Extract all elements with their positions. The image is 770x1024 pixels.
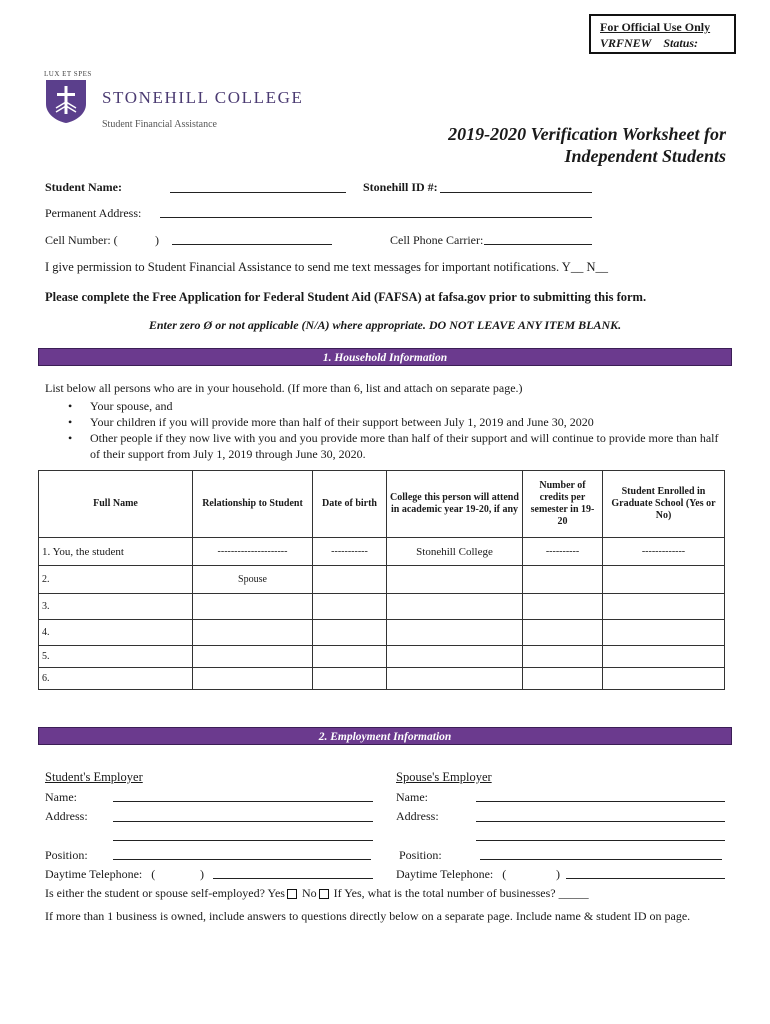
spouse-position-field[interactable]: [480, 859, 722, 860]
cell-carrier-label: Cell Phone Carrier:: [390, 233, 484, 247]
text-permission-statement: I give permission to Student Financial Assistance to send me text messages for important notifications. Y__ N__: [45, 260, 608, 274]
col-date-of-birth: Date of birth: [313, 471, 387, 538]
col-credits: Number of credits per semester in 19-20: [523, 471, 603, 538]
spouse-phone-paren-open: (: [502, 867, 507, 881]
col-full-name: Full Name: [39, 471, 193, 538]
cell-paren-open: (: [113, 233, 118, 247]
permanent-address-label: Permanent Address:: [45, 206, 142, 220]
table-cell[interactable]: [313, 668, 387, 690]
table-cell: Stonehill College: [387, 538, 523, 566]
stonehill-id-label: Stonehill ID #:: [363, 180, 438, 194]
fafsa-instruction: Please complete the Free Application for Federal Student Aid (FAFSA) at fafsa.gov prior to submitting this form.: [45, 290, 647, 304]
household-table: [38, 470, 725, 690]
self-employed-text: Is either the student or spouse self-employed?: [45, 886, 265, 900]
table-cell[interactable]: [313, 594, 387, 620]
college-name: STONEHILL COLLEGE: [102, 88, 304, 107]
official-code: VRFNEW: [600, 36, 652, 50]
table-cell[interactable]: [387, 646, 523, 668]
multi-business-note: If more than 1 business is owned, include answers to questions directly below on a separate page. Include name & student ID on page.: [45, 909, 691, 923]
table-cell: -------------: [603, 538, 725, 566]
spouse-employer-address-label: Address:: [396, 809, 439, 823]
table-cell[interactable]: [603, 566, 725, 594]
spouse-phone-label: [396, 867, 506, 882]
list-item: • Your spouse, and: [64, 398, 724, 414]
student-name-field[interactable]: [170, 192, 346, 193]
table-cell[interactable]: [603, 620, 725, 646]
table-cell[interactable]: [603, 646, 725, 668]
table-row: [39, 646, 725, 668]
college-motto: LUX ET SPES: [44, 70, 92, 78]
table-cell[interactable]: [523, 566, 603, 594]
college-crest-logo: [44, 78, 88, 124]
official-use-line: [600, 36, 698, 51]
table-cell[interactable]: [313, 620, 387, 646]
table-cell[interactable]: [193, 646, 313, 668]
form-title-line1: 2019-2020 Verification Worksheet for: [448, 124, 726, 144]
spouse-employer-address-field[interactable]: [476, 821, 725, 822]
list-item: • Your children if you will provide more than half of their support between July 1, 2019 and June 30, 2020: [64, 414, 724, 430]
table-cell[interactable]: [313, 566, 387, 594]
table-cell[interactable]: [523, 594, 603, 620]
household-table-header: [39, 471, 725, 538]
student-phone-paren-close: ): [200, 867, 204, 881]
spouse-employer-name-field[interactable]: [476, 801, 725, 802]
student-phone-field[interactable]: [213, 878, 373, 879]
yes-label: Yes: [267, 886, 285, 900]
table-cell[interactable]: 3.: [39, 594, 193, 620]
household-section-header: 1. Household Information: [38, 348, 732, 366]
no-label: No: [301, 886, 317, 900]
business-count-question: If Yes, what is the total number of businesses? _____: [333, 886, 589, 900]
table-row: [39, 668, 725, 690]
student-employer-address-field-2[interactable]: [113, 840, 373, 841]
table-cell[interactable]: [313, 646, 387, 668]
col-relationship: Relationship to Student: [193, 471, 313, 538]
table-cell: ----------: [523, 538, 603, 566]
stonehill-id-field[interactable]: [440, 192, 592, 193]
student-employer-address-field[interactable]: [113, 821, 373, 822]
permanent-address-field[interactable]: [160, 217, 592, 218]
spouse-employer-address-field-2[interactable]: [476, 840, 725, 841]
table-cell[interactable]: 2.: [39, 566, 193, 594]
spouse-employer-name-label: Name:: [396, 790, 428, 804]
student-phone-text: Daytime Telephone:: [45, 867, 143, 881]
student-phone-label: [45, 867, 155, 882]
cell-carrier-field[interactable]: [484, 244, 592, 245]
spouse-phone-paren-close: ): [556, 867, 560, 881]
cell-number-label: [45, 233, 118, 248]
table-cell[interactable]: 6.: [39, 668, 193, 690]
table-cell[interactable]: [387, 620, 523, 646]
student-position-field[interactable]: [113, 859, 371, 860]
zero-na-instruction: Enter zero Ø or not applicable (N/A) where appropriate. DO NOT LEAVE ANY ITEM BLANK.: [148, 318, 622, 332]
no-checkbox[interactable]: [319, 889, 329, 899]
student-name-label: Student Name:: [45, 180, 122, 194]
student-employer-name-field[interactable]: [113, 801, 373, 802]
yes-checkbox[interactable]: [287, 889, 297, 899]
student-phone-paren-open: (: [151, 867, 156, 881]
table-cell[interactable]: [193, 620, 313, 646]
table-row: [39, 594, 725, 620]
form-title-line2: Independent Students: [564, 146, 726, 166]
col-grad-school: Student Enrolled in Graduate School (Yes or No): [603, 471, 725, 538]
self-employed-question: [45, 886, 589, 901]
student-employer-name-label: Name:: [45, 790, 77, 804]
spouse-employer-heading: Spouse's Employer: [396, 770, 492, 784]
table-row: [39, 566, 725, 594]
student-position-label: Position:: [45, 848, 88, 862]
official-use-box: [589, 14, 736, 54]
table-cell[interactable]: [523, 668, 603, 690]
list-item: • Other people if they now live with you and you provide more than half of their support and will continue to provide more than half of their support from July 1, 2019 through June 30, 2020.: [64, 430, 724, 462]
table-cell[interactable]: [603, 668, 725, 690]
student-employer-heading: Student's Employer: [45, 770, 143, 784]
official-status: Status:: [663, 36, 699, 50]
table-cell: ---------------------: [193, 538, 313, 566]
household-intro: List below all persons who are in your household. (If more than 6, list and attach on separate page.): [45, 381, 523, 395]
table-cell[interactable]: [193, 668, 313, 690]
table-cell: Spouse: [193, 566, 313, 594]
student-employer-address-label: Address:: [45, 809, 88, 823]
table-cell[interactable]: [603, 594, 725, 620]
table-cell[interactable]: [387, 594, 523, 620]
table-row: [39, 620, 725, 646]
table-cell[interactable]: 5.: [39, 646, 193, 668]
table-cell[interactable]: [523, 620, 603, 646]
table-cell: -----------: [313, 538, 387, 566]
employment-section-header: 2. Employment Information: [38, 727, 732, 745]
spouse-position-label: Position:: [399, 848, 442, 862]
table-cell[interactable]: [193, 594, 313, 620]
cell-paren-close: ): [155, 233, 159, 247]
cell-number-text: Cell Number:: [45, 233, 111, 247]
col-college: College this person will attend in academic year 19-20, if any: [387, 471, 523, 538]
table-row: [39, 538, 725, 566]
spouse-phone-field[interactable]: [566, 878, 725, 879]
spouse-phone-text: Daytime Telephone:: [396, 867, 494, 881]
official-use-title: For Official Use Only: [600, 20, 711, 34]
department-name: Student Financial Assistance: [102, 119, 217, 130]
table-cell[interactable]: 4.: [39, 620, 193, 646]
cell-number-field[interactable]: [172, 244, 332, 245]
table-cell: 1. You, the student: [39, 538, 193, 566]
household-criteria-list: [64, 398, 724, 462]
table-cell[interactable]: [523, 646, 603, 668]
table-cell[interactable]: [387, 668, 523, 690]
table-cell[interactable]: [387, 566, 523, 594]
